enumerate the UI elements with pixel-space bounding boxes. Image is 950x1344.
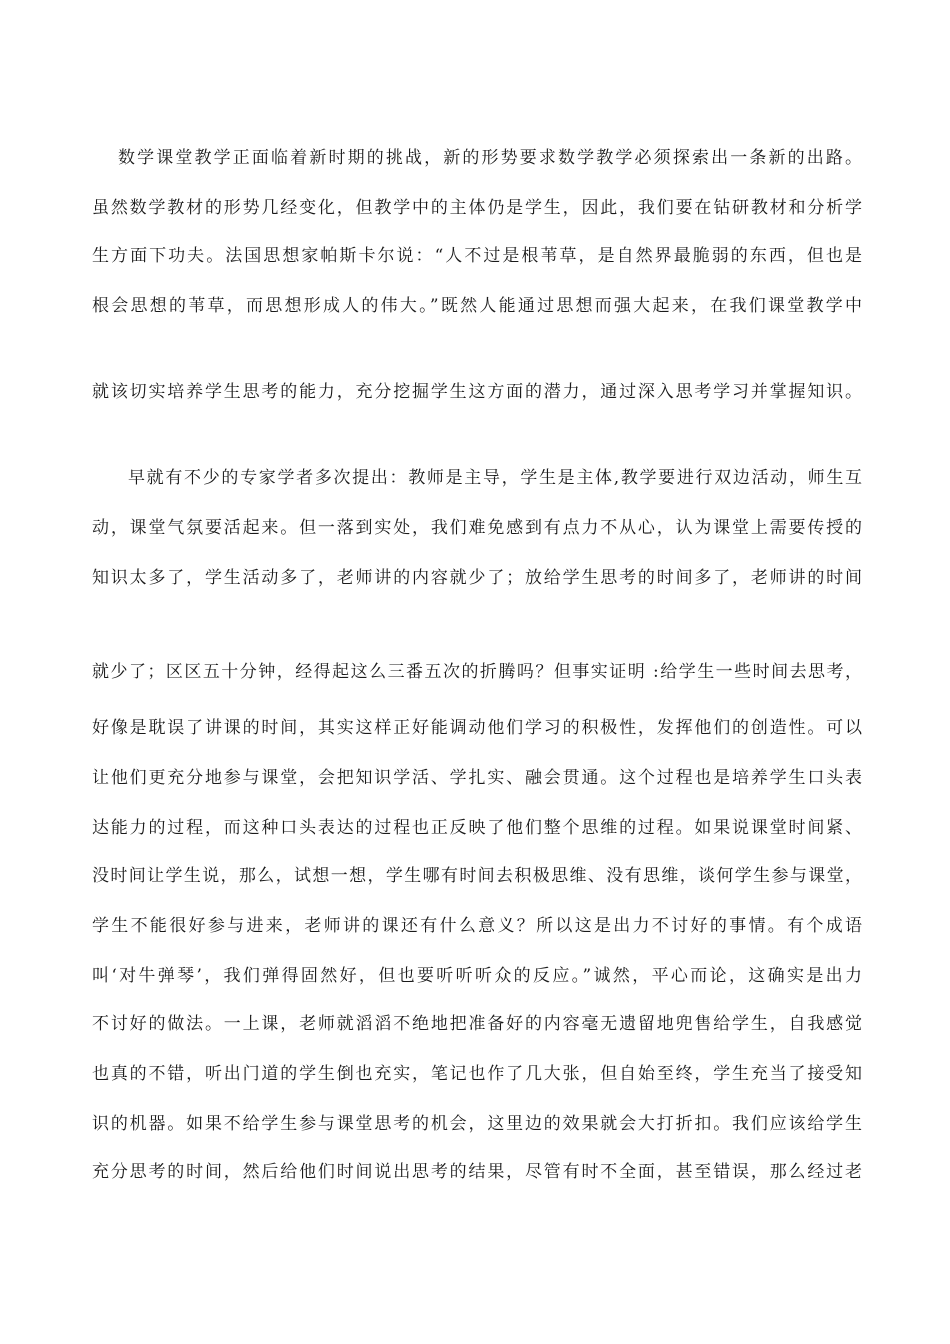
paragraph-line: 早就有不少的专家学者多次提出：教师是主导，学生是主体,教学要进行双边活动，师生互: [128, 468, 862, 488]
paragraph-line: 知识太多了，学生活动多了，老师讲的内容就少了；放给学生思考的时间多了，老师讲的时间: [92, 568, 862, 588]
paragraph-line: 没时间让学生说，那么，试想一想，学生哪有时间去积极思维、没有思维，谈何学生参与课堂，: [92, 866, 862, 886]
paragraph-line: 达能力的过程，而这种口头表达的过程也正反映了他们整个思维的过程。如果说课堂时间紧、: [92, 818, 862, 838]
paragraph-line: 充分思考的时间，然后给他们时间说出思考的结果，尽管有时不全面，甚至错误，那么经过老: [92, 1162, 862, 1182]
paragraph-line: 也真的不错，听出门道的学生倒也充实，笔记也作了几大张，但自始至终，学生充当了接受知: [92, 1064, 862, 1084]
paragraph-line: 生方面下功夫。法国思想家帕斯卡尔说：“人不过是根苇草，是自然界最脆弱的东西，但也是: [92, 246, 862, 266]
paragraph-line: 根会思想的苇草，而思想形成人的伟大。”既然人能通过思想而强大起来，在我们课堂教学中: [92, 296, 862, 316]
paragraph-line: 不讨好的做法。一上课，老师就滔滔不绝地把准备好的内容毫无遗留地兜售给学生，自我感觉: [92, 1014, 862, 1034]
paragraph-line: 虽然数学教材的形势几经变化，但教学中的主体仍是学生，因此，我们要在钻研教材和分析学: [92, 198, 862, 218]
paragraph-line: 让他们更充分地参与课堂，会把知识学活、学扎实、融会贯通。这个过程也是培养学生口头表: [92, 768, 862, 788]
paragraph-line: 就该切实培养学生思考的能力，充分挖掘学生这方面的潜力，通过深入思考学习并掌握知识。: [92, 382, 862, 402]
paragraph-line: 好像是耽误了讲课的时间，其实这样正好能调动他们学习的积极性，发挥他们的创造性。可以: [92, 718, 862, 738]
paragraph-line: 识的机器。如果不给学生参与课堂思考的机会，这里边的效果就会大打折扣。我们应该给学生: [92, 1114, 862, 1134]
paragraph-line: 叫‘对牛弹琴’，我们弹得固然好，但也要听听听众的反应。”诚然，平心而论，这确实是出力: [92, 966, 862, 986]
paragraph-line: 就少了；区区五十分钟，经得起这么三番五次的折腾吗？但事实证明 :给学生一些时间去思考，: [92, 662, 862, 682]
paragraph-line: 数学课堂教学正面临着新时期的挑战，新的形势要求数学教学必须探索出一条新的出路。: [118, 148, 862, 168]
paragraph-line: 动，课堂气氛要活起来。但一落到实处，我们难免感到有点力不从心，认为课堂上需要传授的: [92, 518, 862, 538]
paragraph-line: 学生不能很好参与进来，老师讲的课还有什么意义？所以这是出力不讨好的事情。有个成语: [92, 916, 862, 936]
